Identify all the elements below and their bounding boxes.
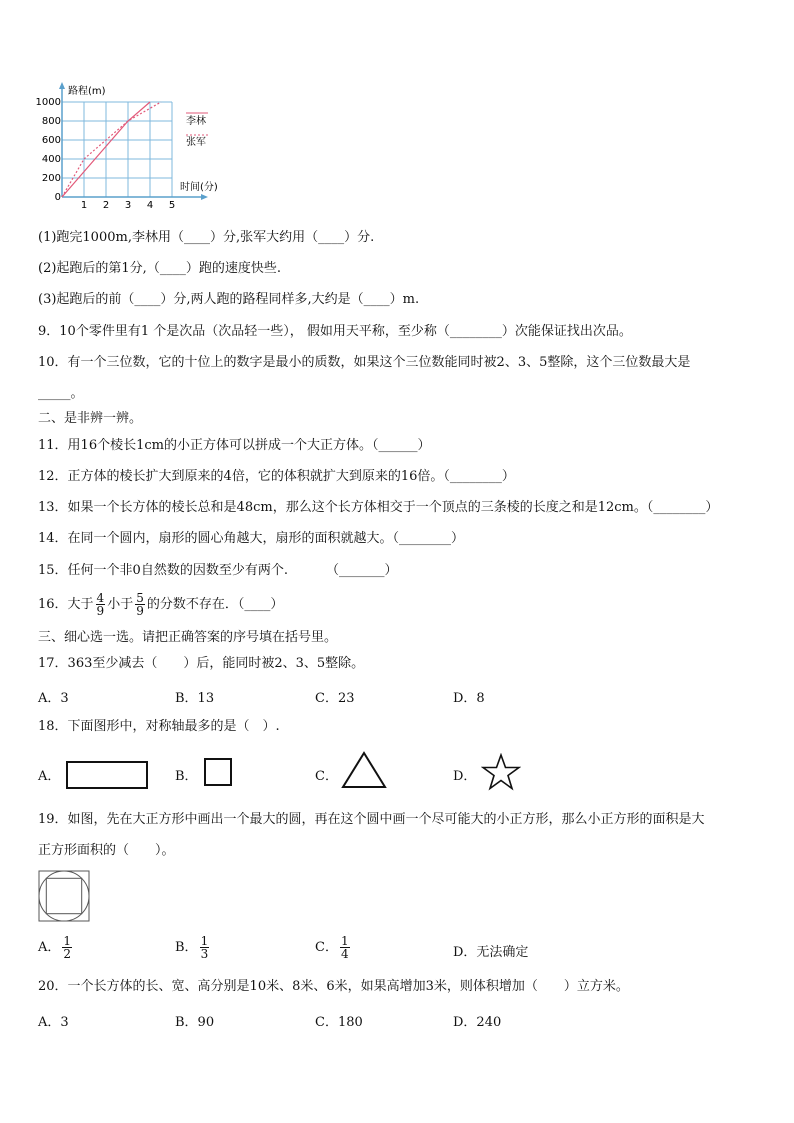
distance-time-chart (30, 80, 230, 212)
chart-lines (62, 102, 161, 197)
question-17: 17．363至少减去（ ）后，能同时被2、3、5整除。 (38, 656, 365, 671)
question-9: 9．10个零件里有1 个是次品（次品轻一些）， 假如用天平称，至少称（________）次能保证找出次品。 (38, 324, 632, 339)
q8-part1: (1)跑完1000m,李林用（____）分,张军大约用（____）分. (38, 230, 375, 245)
x-tick: 2 (102, 200, 110, 211)
option-label: A． (38, 940, 61, 955)
question-10-line1: 10．有一个三位数，它的十位上的数字是最小的质数，如果这个三位数能同时被2、3、5整除，这个三位数最大是 (38, 355, 691, 370)
question-10-line2: _____。 (38, 386, 84, 401)
q16-pre: 16．大于 (38, 597, 94, 612)
q18-option-a: A． (38, 769, 61, 784)
q18-option-d: D． (453, 769, 477, 784)
x-tick: 4 (146, 200, 154, 211)
y-axis-arrow (59, 82, 65, 89)
question-12: 12．正方体的棱长扩大到原来的4倍，它的体积就扩大到原来的16倍。（________） (38, 469, 515, 484)
question-11: 11．用16个棱长1cm的小正方体可以拼成一个大正方体。（______） (38, 438, 431, 453)
section-3-heading: 三、细心选一选。请把正确答案的序号填在括号里。 (38, 630, 338, 645)
x-tick: 3 (124, 200, 132, 211)
question-14: 14．在同一个圆内，扇形的圆心角越大，扇形的面积就越大。（________） (38, 531, 465, 546)
q8-part2: (2)起跑后的第1分,（____）跑的速度快些. (38, 261, 281, 276)
q19-option-c (315, 930, 352, 966)
legend (186, 113, 208, 148)
square-circle-square-figure (38, 870, 92, 924)
question-18: 18．下面图形中，对称轴最多的是（ ）. (38, 719, 280, 734)
square-shape (204, 758, 232, 786)
q16-mid: 小于 (107, 597, 134, 612)
y-tick-labels (36, 97, 61, 203)
series-line-zhangjun (62, 102, 161, 197)
question-19-line1: 19．如图，先在大正方形中画出一个最大的圆，再在这个圆中画一个尽可能大的小正方形，那么小正方形的面积是大 (38, 812, 705, 827)
q15-blank: （_______） (325, 563, 398, 578)
y-tick: 1000 (35, 97, 61, 108)
denominator: 9 (96, 604, 105, 618)
numerator: 1 (340, 934, 349, 948)
question-15 (38, 563, 397, 579)
fraction-1-2 (62, 935, 72, 960)
denominator: 3 (200, 947, 209, 961)
q17-option-a: A．3 (38, 691, 69, 706)
q18-option-b: B． (175, 769, 198, 784)
q19-option-a (38, 930, 74, 966)
q20-option-a: A．3 (38, 1015, 69, 1030)
fraction-1-4 (340, 935, 350, 960)
fraction-1-3 (200, 935, 210, 960)
fraction-4-9 (96, 592, 106, 617)
q20-option-b: B．90 (175, 1015, 215, 1030)
fraction-5-9 (135, 592, 145, 617)
x-tick: 1 (80, 200, 88, 211)
q18-option-c: C． (315, 769, 338, 784)
question-13: 13．如果一个长方体的棱长总和是48cm，那么这个长方体相交于一个顶点的三条棱的长度之和是12cm。（________） (38, 500, 719, 515)
y-tick: 400 (41, 154, 61, 165)
q20-option-c: C．180 (315, 1015, 363, 1030)
q17-option-c: C．23 (315, 691, 355, 706)
q17-option-b: B．13 (175, 691, 215, 706)
y-tick: 800 (41, 116, 61, 127)
numerator: 5 (136, 591, 144, 605)
q20-option-d: D．240 (453, 1015, 502, 1030)
section-2-heading: 二、是非辨一辨。 (38, 411, 143, 426)
q19-option-b (175, 930, 211, 966)
denominator: 2 (63, 947, 72, 961)
y-tick: 200 (41, 173, 61, 184)
numerator: 4 (96, 591, 105, 605)
q17-option-d: D．8 (453, 691, 485, 706)
x-tick: 5 (168, 200, 176, 211)
q19-option-d: D．无法确定 (453, 945, 529, 960)
y-tick: 0 (54, 192, 61, 203)
denominator: 9 (136, 604, 144, 618)
question-19-line2: 正方形面积的（ ）。 (38, 843, 175, 858)
triangle-shape (340, 750, 388, 790)
y-tick: 600 (41, 135, 61, 146)
option-label: B． (175, 940, 198, 955)
q8-part3: (3)起跑后的前（____）分,两人跑的路程同样多,大约是（____）m. (38, 292, 420, 307)
x-axis-arrow (201, 194, 208, 200)
denominator: 4 (340, 947, 349, 961)
numerator: 1 (63, 934, 72, 948)
rectangle-shape (66, 761, 148, 789)
q15-text: 15．任何一个非0自然数的因数至少有两个. (38, 563, 288, 578)
star-shape (481, 753, 521, 791)
y-axis-label: 路程(m) (68, 86, 106, 97)
legend-zhangjun: 张军 (186, 137, 206, 148)
x-axis-label: 时间(分) (180, 182, 218, 193)
question-16 (38, 590, 283, 620)
numerator: 1 (200, 934, 209, 948)
question-20: 20．一个长方体的长、宽、高分别是10米、8米、6米，如果高增加3米，则体积增加（ ）立方米。 (38, 979, 629, 994)
option-label: C． (315, 940, 338, 955)
legend-lilin: 李林 (186, 116, 206, 127)
x-tick-labels (81, 200, 175, 211)
q16-post: 的分数不存在．（____） (146, 597, 284, 612)
